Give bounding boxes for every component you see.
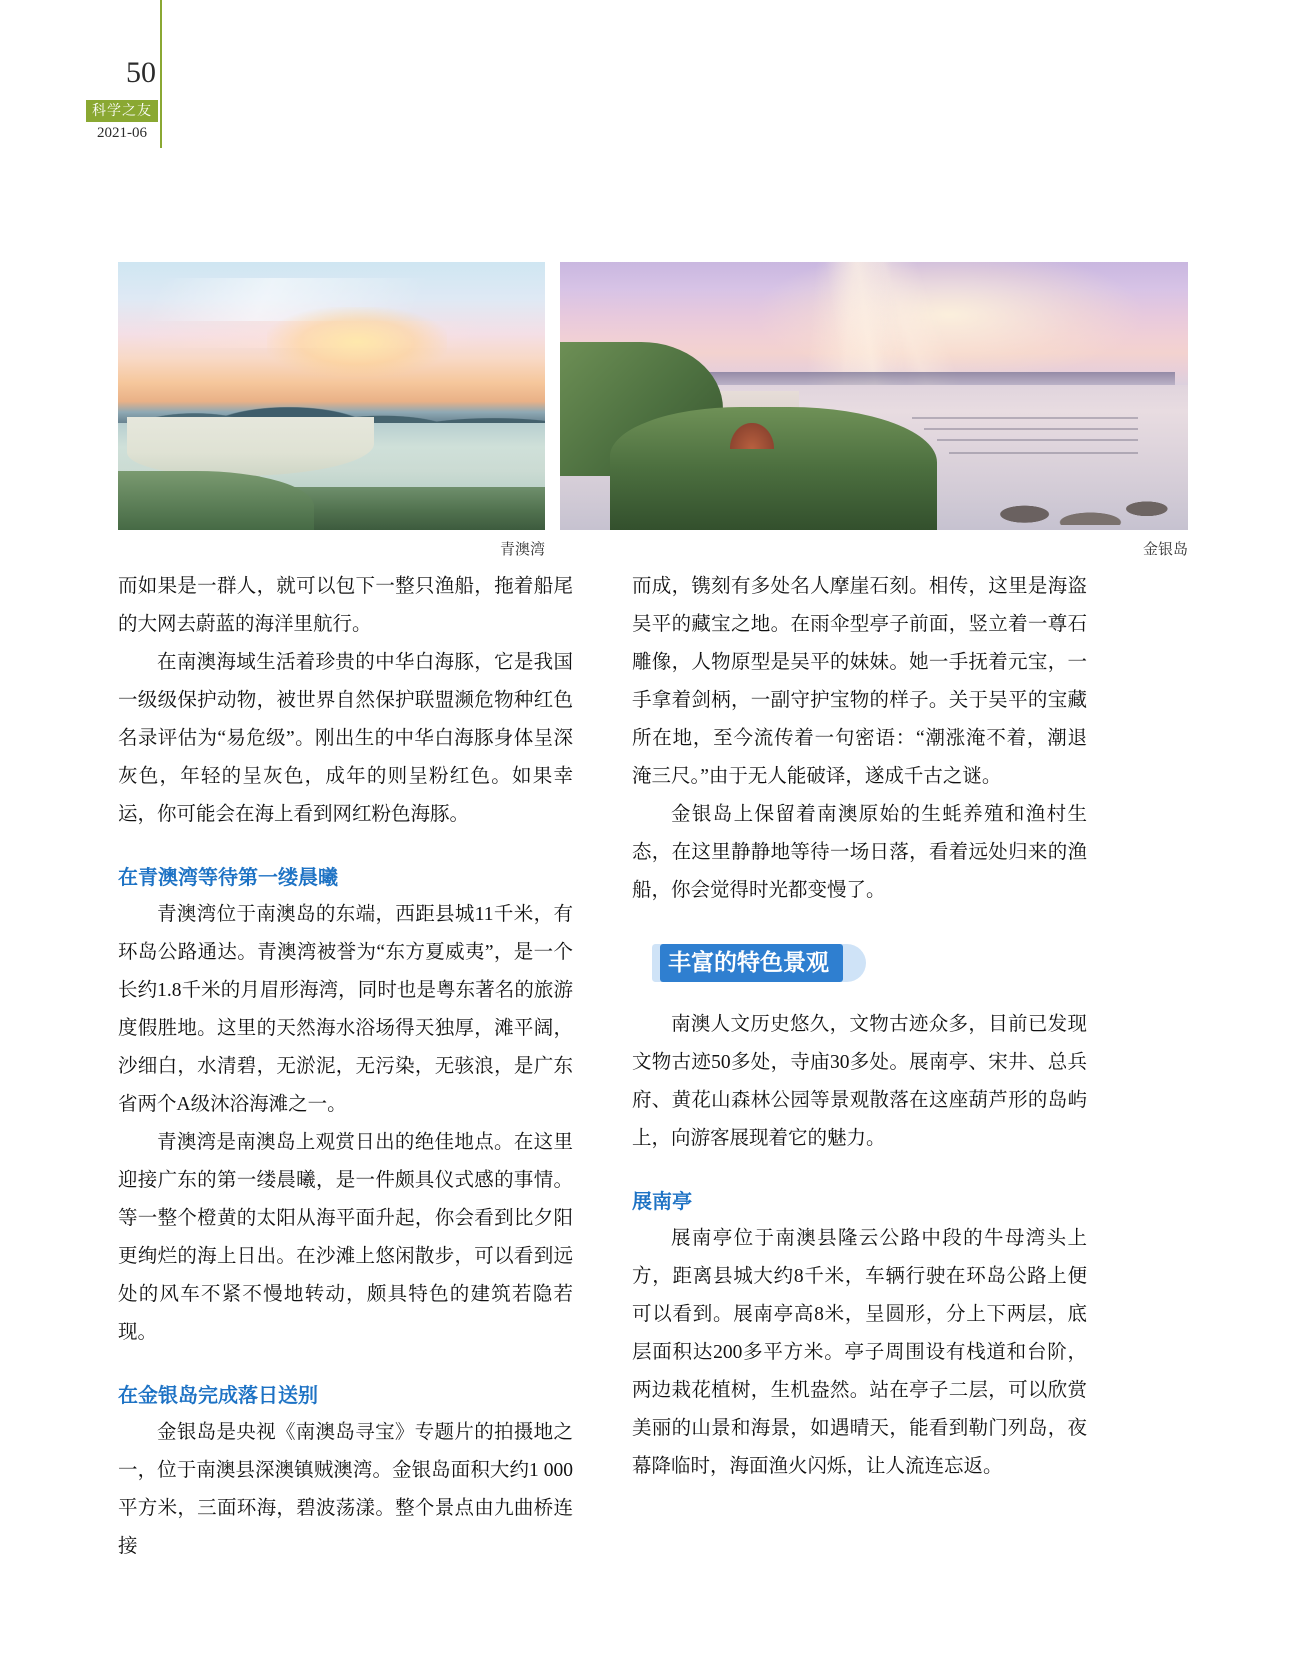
photo-jinyindao [560, 262, 1188, 530]
magazine-badge: 科学之友 [86, 100, 158, 122]
body-paragraph: 而成，镌刻有多处名人摩崖石刻。相传，这里是海盗吴平的藏宝之地。在雨伞型亭子前面，竖立着一尊石雕像，人物原型是吴平的妹妹。她一手抚着元宝，一手拿着剑柄，一副守护宝物的样子。关于吴平的宝藏所在地，至今流传着一句密语：“潮涨淹不着，潮退淹三尺。”由于无人能破译，遂成千古之谜。 [632, 576, 1087, 787]
issue-date: 2021-06 [97, 125, 147, 141]
subheading-zhannanting: 展南亭 [632, 1189, 692, 1213]
page-folio [88, 0, 178, 148]
oyster-raft-line [924, 428, 1138, 430]
figure-caption: 金银岛 [1142, 542, 1188, 558]
body-paragraph: 在南澳海域生活着珍贵的中华白海豚，它是我国一级级保护动物，被世界自然保护联盟濒危物种红色名录评估为“易危级”。刚出生的中华白海豚身体呈深灰色，年轻的呈灰色，成年的则呈粉红色。如果幸运，你可能会在海上看到网红粉色海豚。 [118, 652, 573, 825]
section-banner-label: 丰富的特色景观 [660, 944, 843, 982]
section-banner [660, 944, 843, 982]
coastal-rocks [987, 471, 1175, 525]
subheading-qingaowan: 在青澳湾等待第一缕晨曦 [118, 865, 338, 889]
oyster-raft-line [949, 452, 1137, 454]
body-paragraph: 展南亭位于南澳县隆云公路中段的牛母湾头上方，距离县城大约8千米，车辆行驶在环岛公路上便可以看到。展南亭高8米，呈圆形，分上下两层，底层面积达200多平方米。亭子周围设有栈道和台阶，两边栽花植树，生机盎然。站在亭子二层，可以欣赏美丽的山景和海景，如遇晴天，能看到勒门列岛，夜幕降临时，海面渔火闪烁，让人流连忘返。 [632, 1228, 1087, 1477]
body-paragraph: 青澳湾位于南澳岛的东端，西距县城11千米，有环岛公路通达。青澳湾被誉为“东方夏威夷”，是一个长约1.8千米的月眉形海湾，同时也是粤东著名的旅游度假胜地。这里的天然海水浴场得天独厚，滩平阔，沙细白，水清碧，无淤泥，无污染，无骇浪，是广东省两个A级沐浴海滩之一。 [118, 904, 573, 1115]
text-column-left [118, 568, 573, 1566]
page-number: 50 [126, 56, 156, 89]
body-paragraph: 金银岛上保留着南澳原始的生蚝养殖和渔村生态，在这里静静地等待一场日落，看着远处归来的渔船，你会觉得时光都变慢了。 [632, 804, 1087, 901]
body-paragraph: 南澳人文历史悠久，文物古迹众多，目前已发现文物古迹50多处，寺庙30多处。展南亭、宋井、总兵府、黄花山森林公园等景观散落在这座葫芦形的岛屿上，向游客展现着它的魅力。 [632, 1014, 1087, 1149]
figure-caption: 青澳湾 [499, 542, 545, 558]
subheading-jinyindao: 在金银岛完成落日送别 [118, 1383, 318, 1407]
oyster-raft-line [937, 439, 1138, 441]
body-paragraph: 而如果是一群人，就可以包下一整只渔船，拖着船尾的大网去蔚蓝的海洋里航行。 [118, 576, 573, 635]
body-paragraph: 金银岛是央视《南澳岛寻宝》专题片的拍摄地之一，位于南澳县深澳镇贼澳湾。金银岛面积大约1 000平方米，三面环海，碧波荡漾。整个景点由九曲桥连接 [118, 1422, 573, 1557]
text-column-right [632, 568, 1087, 1486]
photo-qingaowan [118, 262, 545, 530]
figure-qingaowan [118, 262, 545, 558]
sun-glow [267, 307, 447, 377]
pavilion-roof [730, 423, 774, 449]
oyster-raft-line [912, 417, 1138, 419]
body-paragraph: 青澳湾是南澳岛上观赏日出的绝佳地点。在这里迎接广东的第一缕晨曦，是一件颇具仪式感的事情。等一整个橙黄的太阳从海平面升起，你会看到比夕阳更绚烂的海上日出。在沙滩上悠闲散步，可以看到远处的风车不紧不慢地转动，颇具特色的建筑若隐若现。 [118, 1132, 573, 1343]
figure-jinyindao [560, 262, 1188, 558]
folio-rule [160, 0, 162, 148]
